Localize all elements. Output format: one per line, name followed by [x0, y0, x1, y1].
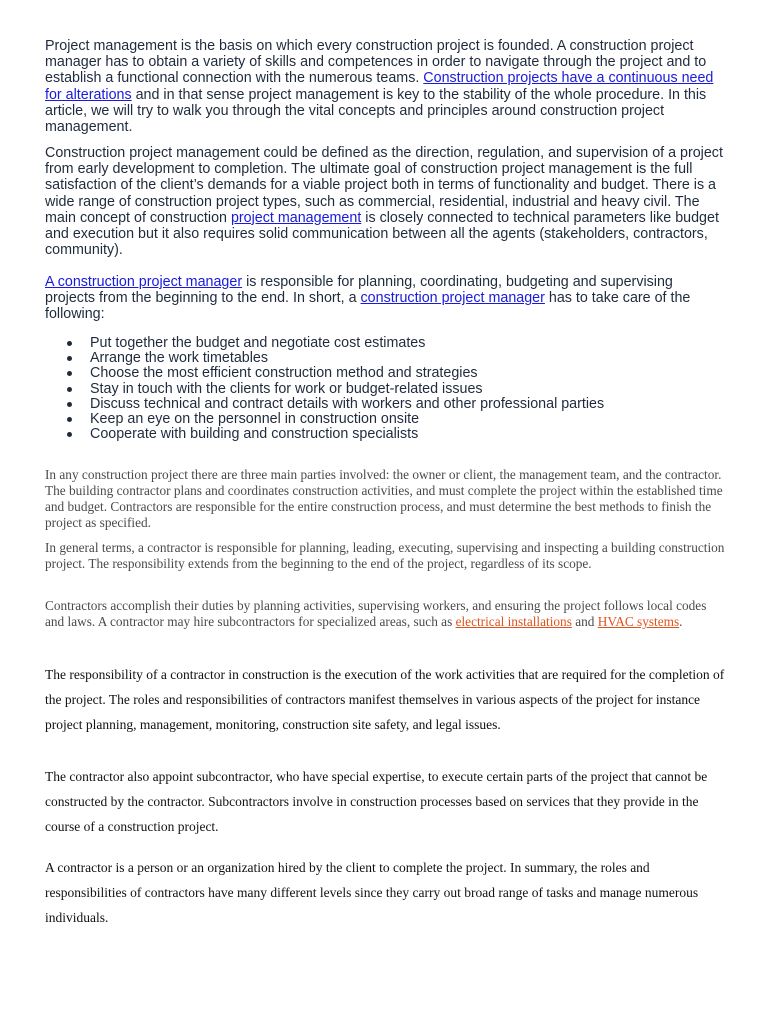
list-item: Choose the most efficient construction method and strategies	[45, 366, 725, 381]
link-hvac-systems[interactable]: HVAC systems	[597, 614, 680, 629]
paragraph-contractor-duties: Contractors accomplish their duties by planning activities, supervising workers, and ensuring the project follows local codes and laws. A contractor may hire subcontractors for specialized areas, such as electrical installations and HVAC systems.	[45, 598, 707, 629]
paragraph-subcontractor: The contractor also appoint subcontractor, who have special expertise, to execute certain parts of the project that cannot be constructed by the contractor. Subcontractors involve in construction processes based on services that they provide in the course of a construction project.	[45, 769, 708, 834]
bullet-icon	[67, 387, 72, 392]
paragraph-definition: Construction project management could be defined as the direction, regulation, and supervision of a project from early development to completion. The ultimate goal of construction project management is the full satisfaction of the client’s demands for a viable project both in terms of functionality and budget. There is a wide range of construction project types, such as commercial, residential, industrial and heavy civil. The main concept of construction project management is closely connected to technical parameters like budget and execution but it also requires solid communication between all the agents (stakeholders, contractors, community).	[45, 145, 723, 259]
link-project-management[interactable]: project management	[230, 209, 362, 226]
duties-list	[45, 336, 725, 442]
paragraph-parties: In any construction project there are three main parties involved: the owner or client, the management team, and the contractor. The building contractor plans and coordinates construction activities, and must complete the project within the established time and budget. Contractors are responsible for the entire construction process, and must determine the best methods to finish the project as specified.	[45, 467, 723, 530]
list-item: Cooperate with building and construction specialists	[45, 427, 725, 442]
paragraph-contractor-general: In general terms, a contractor is responsible for planning, leading, executing, supervising and inspecting a building construction project. The responsibility extends from the beginning to the end of the project, regardless of its scope.	[45, 540, 725, 571]
list-item: Arrange the work timetables	[45, 351, 725, 366]
link-electrical-installations[interactable]: electrical installations	[455, 614, 572, 629]
bullet-icon	[67, 356, 72, 361]
paragraph-summary: A contractor is a person or an organization hired by the client to complete the project. In summary, the roles and responsibilities of contractors have many different levels since they carry out broad range of tasks and manage numerous individuals.	[45, 860, 699, 925]
bullet-icon	[67, 371, 72, 376]
list-item: Stay in touch with the clients for work or budget-related issues	[45, 382, 725, 397]
list-item: Put together the budget and negotiate cost estimates	[45, 336, 725, 351]
bullet-icon	[67, 417, 72, 422]
paragraph-manager: A construction project manager is responsible for planning, coordinating, budgeting and supervising projects from the beginning to the end. In short, a construction project manager has to take care of the following:	[45, 274, 691, 323]
link-construction-project-manager-2[interactable]: construction project manager	[360, 290, 545, 307]
list-item: Keep an eye on the personnel in construction onsite	[45, 412, 725, 427]
link-alterations[interactable]: Construction projects have a continuous need for alterations	[45, 70, 714, 103]
list-item: Discuss technical and contract details with workers and other professional parties	[45, 397, 725, 412]
paragraph-responsibility: The responsibility of a contractor in construction is the execution of the work activities that are required for the completion of the project. The roles and responsibilities of contractors manifest themselves in various aspects of the project for instance project planning, management, monitoring, construction site safety, and legal issues.	[45, 667, 725, 732]
paragraph-intro: Project management is the basis on which every construction project is founded. A construction project manager has to obtain a variety of skills and competences in order to navigate through the project and to establish a functional connection with the numerous teams. Construction projects have a continuous need for alterations and in that sense project management is key to the stability of the whole procedure. In this article, we will try to walk you through the vital concepts and principles around construction project management.	[45, 38, 714, 136]
bullet-icon	[67, 341, 72, 346]
bullet-icon	[67, 432, 72, 437]
link-construction-project-manager-1[interactable]: A construction project manager	[45, 274, 243, 290]
bullet-icon	[67, 402, 72, 407]
